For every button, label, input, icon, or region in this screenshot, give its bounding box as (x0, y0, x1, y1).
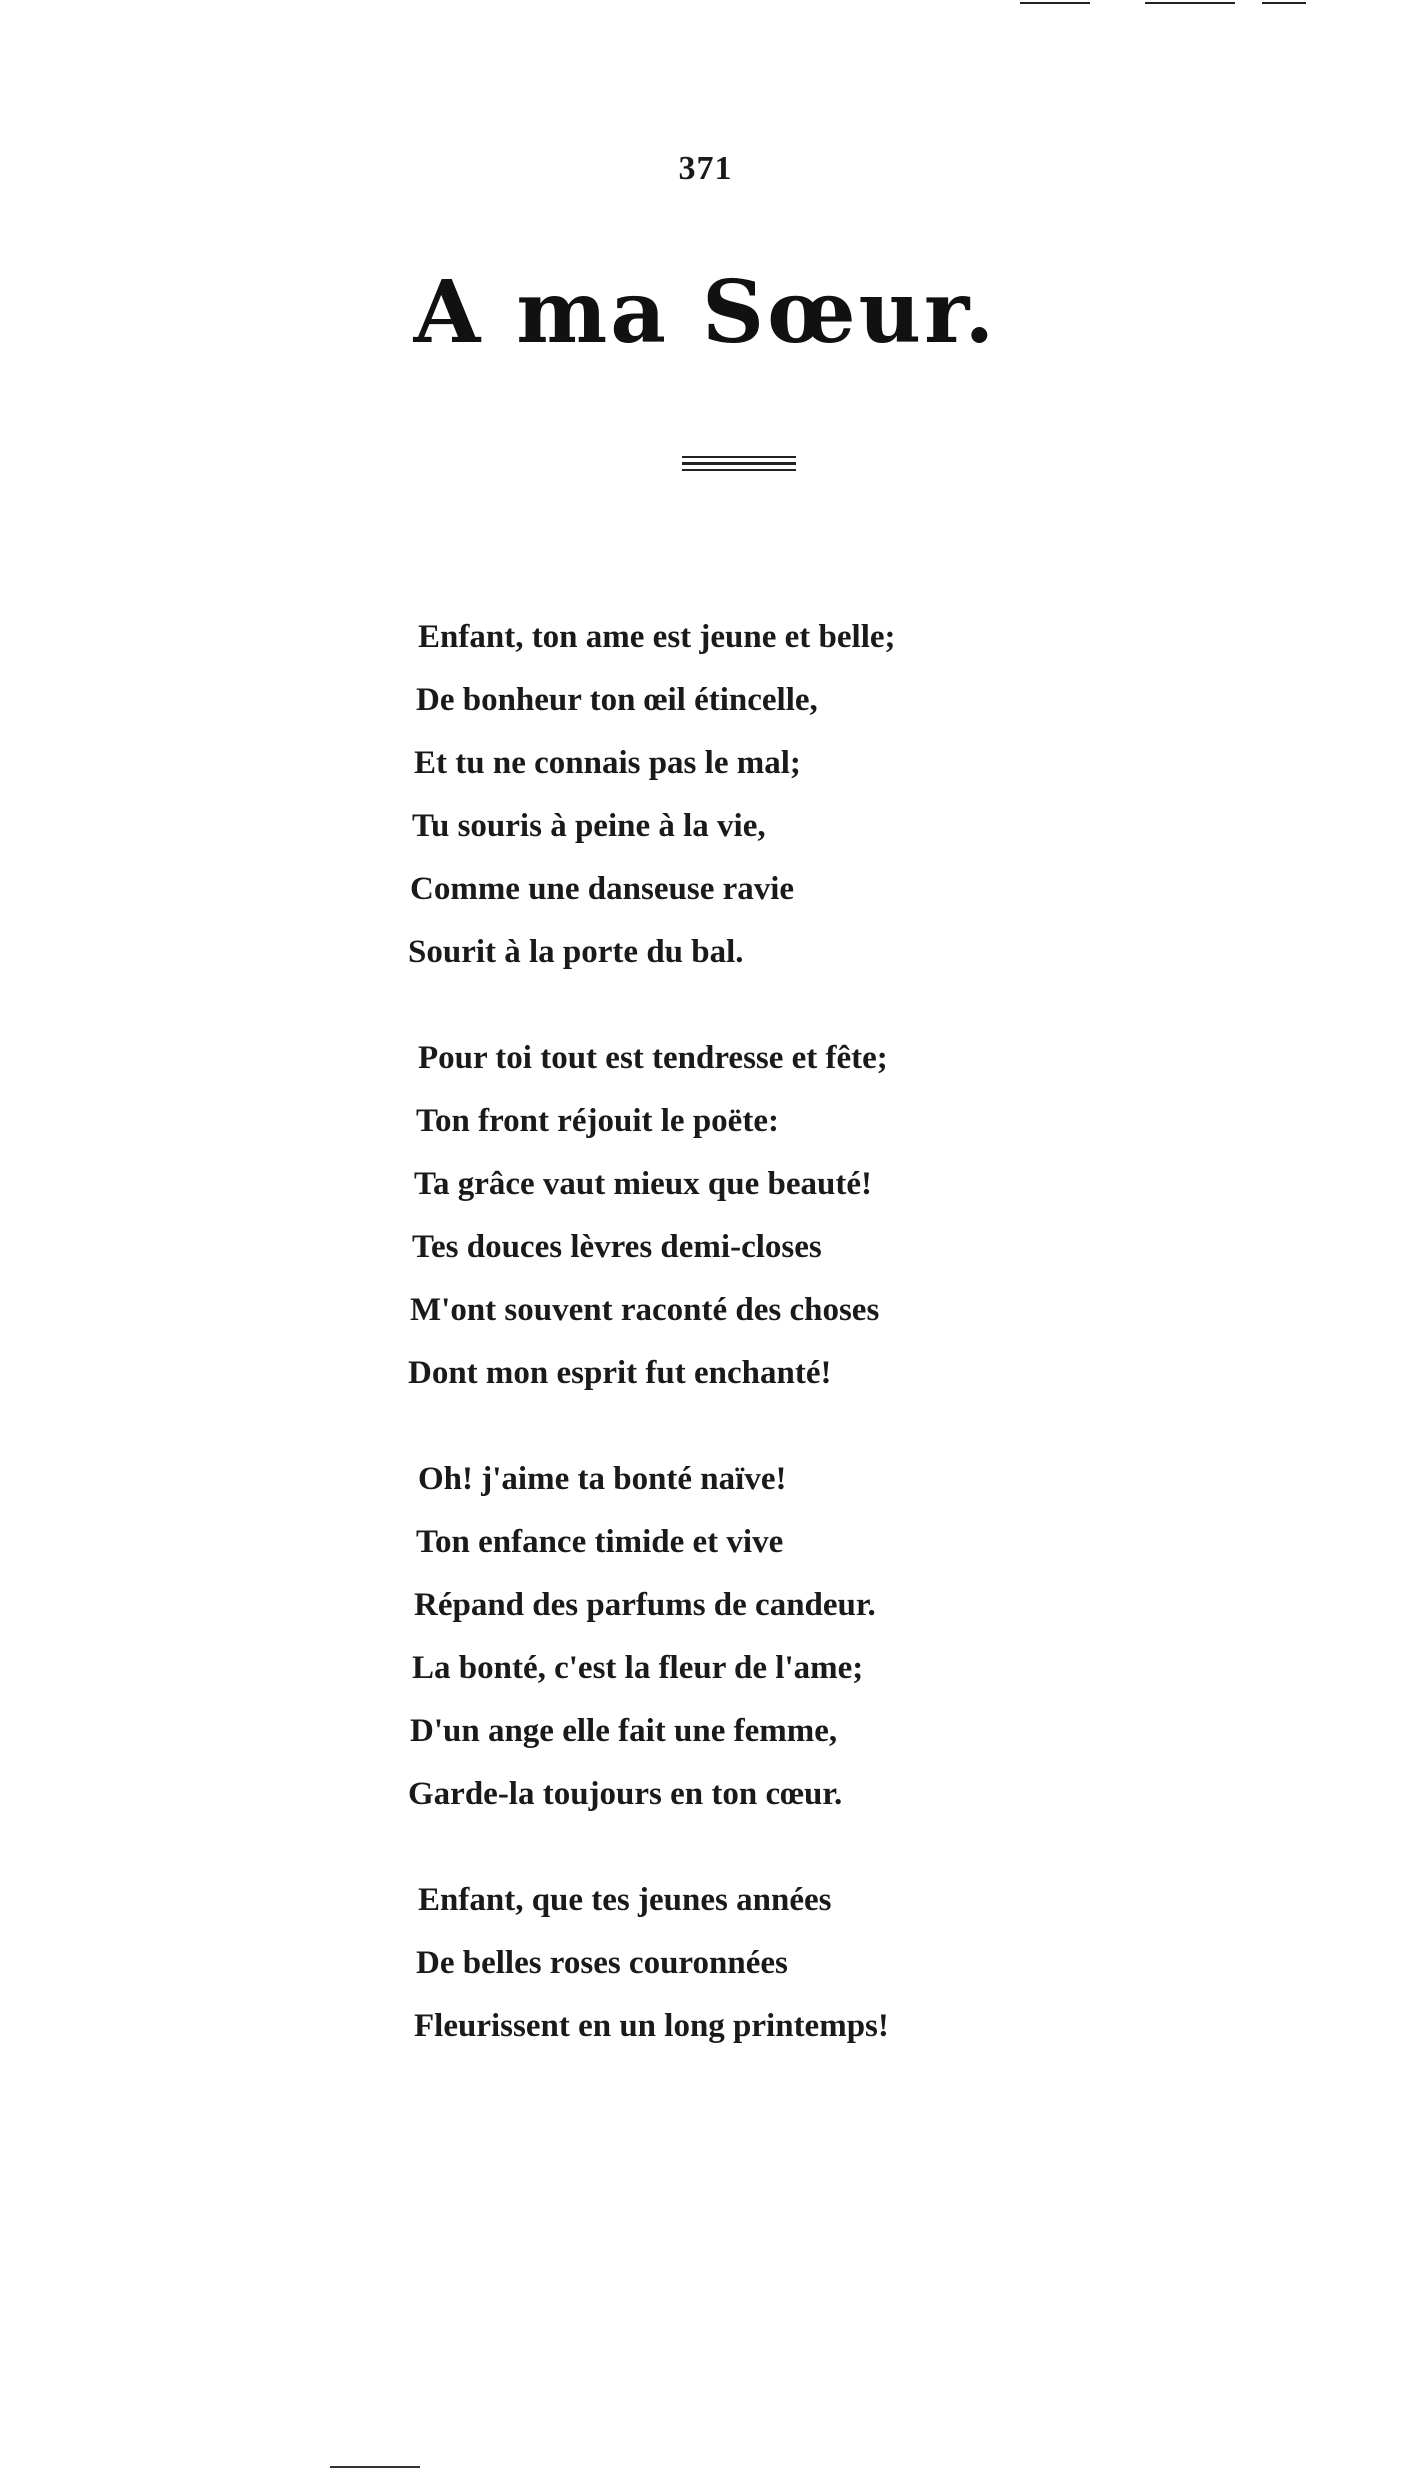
verse-line: Tu souris à peine à la vie, (412, 808, 766, 844)
verse-line: Sourit à la porte du bal. (408, 934, 744, 970)
top-edge-rule (1262, 2, 1306, 4)
verse-line: De belles roses couronnées (416, 1945, 788, 1981)
verse-line: Comme une danseuse ravie (410, 871, 795, 907)
verse-line: Ton front réjouit le poëte: (416, 1103, 779, 1139)
stanza (408, 1448, 1048, 1826)
top-edge-rule (1145, 2, 1235, 4)
stanza (408, 1027, 1048, 1405)
stanza (408, 1869, 1048, 2058)
verse-line: Dont mon esprit fut enchanté! (408, 1355, 832, 1391)
verse-line: Garde-la toujours en ton cœur. (408, 1776, 843, 1812)
title-ornament-rule (682, 456, 796, 475)
verse-line: Tes douces lèvres demi-closes (412, 1229, 822, 1265)
bottom-edge-rule (330, 2466, 420, 2468)
verse-line: Oh! j'aime ta bonté naïve! (418, 1461, 787, 1497)
verse-line: La bonté, c'est la fleur de l'ame; (412, 1650, 864, 1686)
page-number: 371 (678, 150, 733, 187)
verse-line: De bonheur ton œil étincelle, (416, 682, 818, 718)
verse-line: Enfant, que tes jeunes années (418, 1882, 832, 1918)
stanza (408, 606, 1048, 984)
verse-line: Pour toi tout est tendresse et fête; (418, 1040, 888, 1076)
top-edge-rule (1020, 2, 1090, 4)
poem-body (408, 606, 1048, 2058)
verse-line: Ton enfance timide et vive (416, 1524, 784, 1560)
poem-title: A ma Sœur. (413, 262, 998, 363)
verse-line: Répand des parfums de candeur. (414, 1587, 876, 1623)
verse-line: Fleurissent en un long printemps! (414, 2008, 889, 2044)
verse-line: D'un ange elle fait une femme, (410, 1713, 838, 1749)
verse-line: M'ont souvent raconté des choses (410, 1292, 880, 1328)
verse-line: Ta grâce vaut mieux que beauté! (414, 1166, 873, 1202)
verse-line: Et tu ne connais pas le mal; (414, 745, 801, 781)
verse-line: Enfant, ton ame est jeune et belle; (418, 619, 896, 655)
